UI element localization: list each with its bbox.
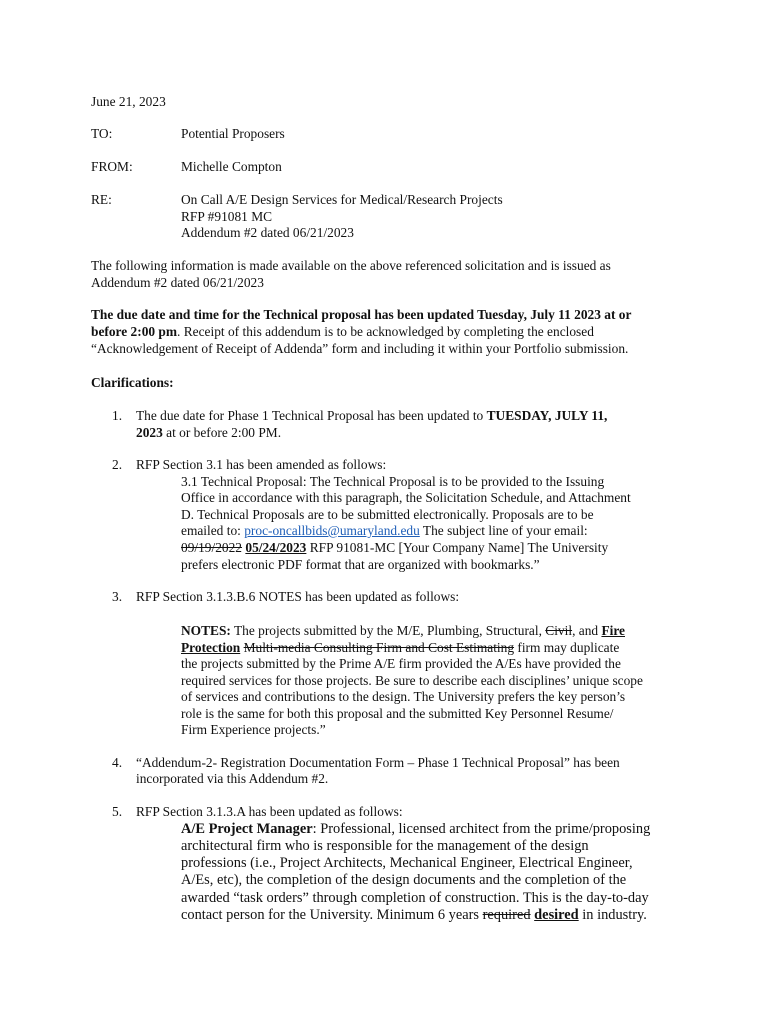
from-value: Michelle Compton	[181, 159, 282, 174]
quoted-text: firm may duplicate	[514, 640, 620, 655]
re-line-1: On Call A/E Design Services for Medical/Research Projects	[181, 192, 503, 207]
quoted-line: 3.1 Technical Proposal: The Technical Proposal is to be provided to the Issuing	[181, 474, 605, 489]
added-desired: desired	[534, 907, 579, 923]
item-number: 1.	[112, 408, 123, 423]
item-text: incorporated via this Addendum #2.	[136, 771, 329, 786]
quoted-text: emailed to:	[181, 523, 245, 538]
to-value: Potential Proposers	[181, 126, 285, 141]
struck-consulting-text: Multi-media Consulting Firm and Cost Estimating	[243, 640, 515, 655]
clarifications-heading: Clarifications:	[91, 375, 174, 390]
new-date: 05/24/2023	[245, 540, 307, 555]
struck-civil: Civil	[545, 623, 573, 638]
email-link[interactable]: proc-oncallbids@umaryland.edu	[244, 523, 420, 538]
quoted-line: architectural firm who is responsible for the management of the design	[181, 838, 589, 854]
item-number: 3.	[112, 589, 123, 604]
due-time-bold-text: before 2:00 pm	[91, 324, 178, 339]
quoted-line: prefers electronic PDF format that are organized with bookmarks.”	[181, 557, 540, 572]
quoted-line: professions (i.e., Project Architects, Mechanical Engineer, Electrical Engineer,	[181, 855, 633, 871]
item-bold-year: 2023	[136, 425, 163, 440]
item-number: 4.	[112, 755, 123, 770]
struck-required: required	[482, 907, 531, 923]
item-lead: RFP Section 3.1.3.A has been updated as follows:	[136, 804, 403, 819]
quoted-line: the projects submitted by the Prime A/E firm provided the A/Es have provided the	[181, 656, 621, 671]
quoted-text: contact person for the University. Minimum 6 years	[181, 907, 483, 923]
quoted-line: awarded “task orders” through completion of construction. This is the day-to-day	[181, 890, 649, 906]
quoted-text: : Professional, licensed architect from the prime/proposing	[312, 821, 651, 837]
re-line-2: RFP #91081 MC	[181, 209, 273, 224]
item-lead: RFP Section 3.1.3.B.6 NOTES has been updated as follows:	[136, 589, 460, 604]
item-number: 2.	[112, 457, 123, 472]
item-number: 5.	[112, 804, 123, 819]
due-rest-text: . Receipt of this addendum is to be acknowledged by completing the enclosed	[177, 324, 594, 339]
from-label: FROM:	[91, 159, 133, 174]
quoted-line: of services and contributions to the design. The University prefers the key person’s	[181, 689, 626, 704]
intro-line: The following information is made available on the above referenced solicitation and is issued as	[91, 258, 611, 273]
quoted-line: Firm Experience projects.”	[181, 722, 326, 737]
item-text: at or before 2:00 PM.	[162, 425, 282, 440]
struck-old-date: 09/19/2022	[181, 540, 243, 555]
quoted-text: The projects submitted by the M/E, Plumbing, Structural,	[230, 623, 546, 638]
quoted-line: D. Technical Proposals are to be submitted electronically. Proposals are to be	[181, 507, 594, 522]
re-label: RE:	[91, 192, 112, 207]
quoted-text: The subject line of your email:	[419, 523, 588, 538]
quoted-line: required services for those projects. Be sure to describe each disciplines’ unique scope	[181, 673, 643, 688]
re-line-3: Addendum #2 dated 06/21/2023	[181, 225, 354, 240]
notes-label: NOTES:	[181, 623, 231, 638]
to-label: TO:	[91, 126, 113, 141]
due-line-3: “Acknowledgement of Receipt of Addenda” form and including it within your Portfolio submission.	[91, 341, 629, 356]
added-protection: Protection	[181, 640, 241, 655]
item-lead: RFP Section 3.1 has been amended as follows:	[136, 457, 387, 472]
quoted-line: Office in accordance with this paragraph, the Solicitation Schedule, and Attachment	[181, 490, 631, 505]
quoted-text: in industry.	[578, 907, 647, 923]
quoted-text: RFP 91081-MC [Your Company Name] The University	[306, 540, 609, 555]
due-date-bold-text: The due date and time for the Technical proposal has been updated Tuesday, July 11 2023 at or	[91, 307, 632, 322]
quoted-text: , and	[572, 623, 602, 638]
project-manager-label: A/E Project Manager	[181, 821, 313, 837]
item-bold-date: TUESDAY, JULY 11,	[486, 408, 608, 423]
intro-line: Addendum #2 dated 06/21/2023	[91, 275, 264, 290]
quoted-line: role is the same for both this proposal and the submitted Key Personnel Resume/	[181, 706, 614, 721]
added-fire: Fire	[601, 623, 625, 638]
document-date: June 21, 2023	[91, 94, 166, 109]
item-text: “Addendum-2- Registration Documentation Form – Phase 1 Technical Proposal” has been	[136, 755, 620, 770]
quoted-line: A/Es, etc), the completion of the design documents and the completion of the	[181, 872, 627, 888]
item-text: The due date for Phase 1 Technical Proposal has been updated to	[136, 408, 487, 423]
